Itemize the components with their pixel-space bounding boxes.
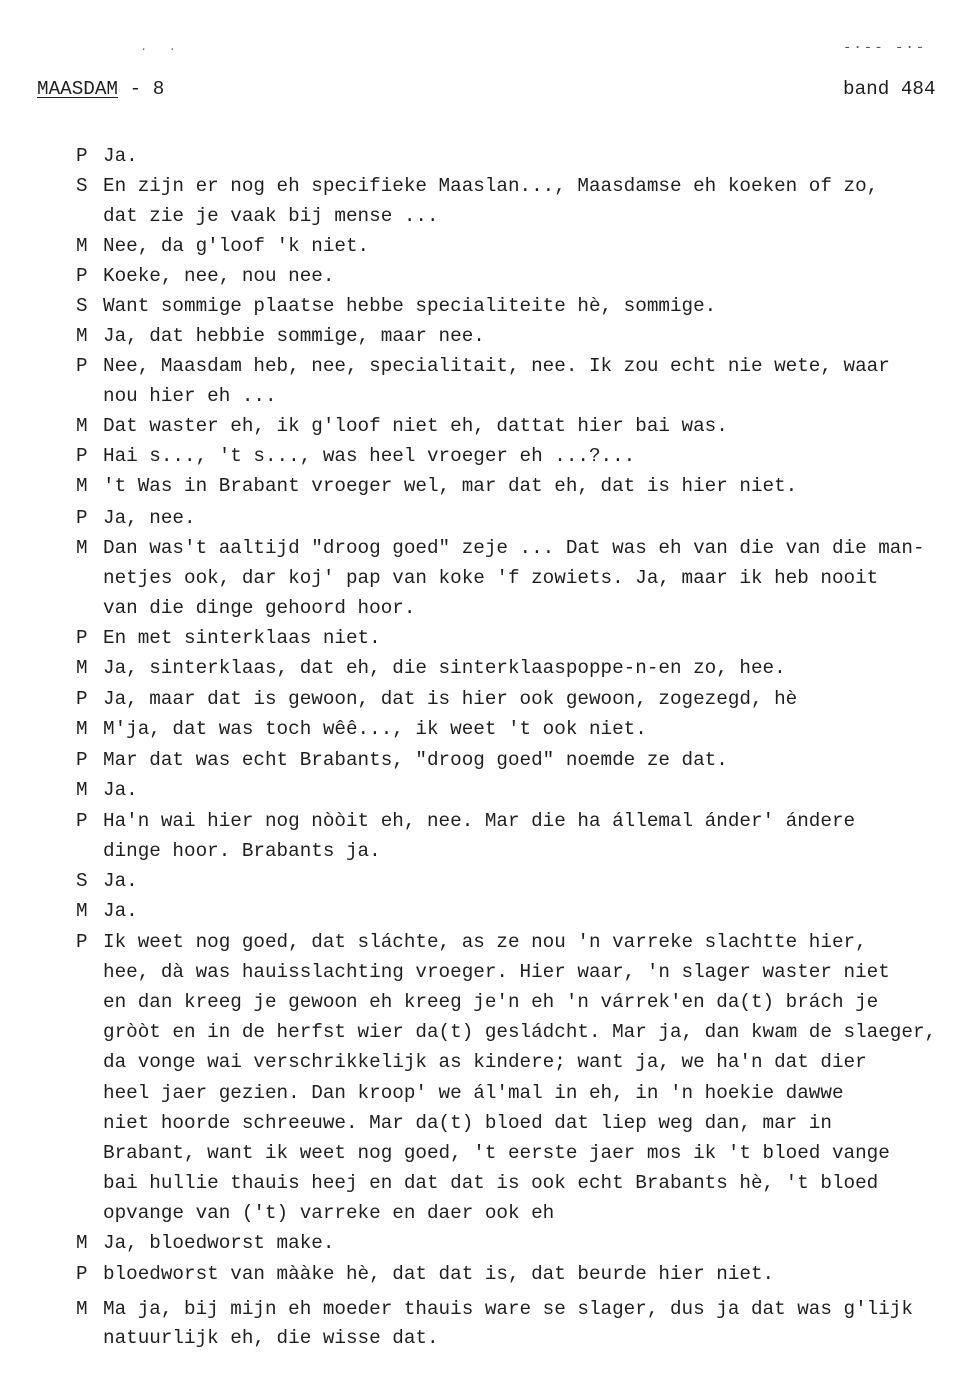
utterance-text: bai hullie thauis heej en dat dat is ook echt Brabants hè, 't bloed [103,1172,879,1194]
speaker-label: P [76,265,88,287]
speaker-label: P [76,810,88,832]
speaker-label: P [76,445,88,467]
speaker-label: M [76,1298,88,1320]
speaker-label: M [76,325,88,347]
utterance-text: bloedworst van mààke hè, dat dat is, dat beurde hier niet. [103,1263,775,1285]
speaker-label: M [76,235,88,257]
speaker-label: P [76,355,88,377]
speaker-label: M [76,475,88,497]
speaker-label: P [76,507,88,529]
utterance-text: Ja. [103,900,138,922]
utterance-text: Nee, Maasdam heb, nee, specialitait, nee. Ik zou echt nie wete, waar [103,355,890,377]
utterance-text: hee, dà was hauisslachting vroeger. Hier waar, 'n slager waster niet [103,961,890,983]
utterance-text: Ja. [103,779,138,801]
utterance-text: Ja. [103,145,138,167]
speaker-label: P [76,145,88,167]
utterance-text: M'ja, dat was toch wêê..., ik weet 't ook niet. [103,718,647,740]
speaker-label: P [76,688,88,710]
utterance-text: Dat waster eh, ik g'loof niet eh, dattat hier bai was. [103,415,728,437]
speaker-label: M [76,718,88,740]
speaker-label: P [76,931,88,953]
utterance-text: Hai s..., 't s..., was heel vroeger eh ...?... [103,445,636,467]
utterance-text: Koeke, nee, nou nee. [103,265,335,287]
utterance-text: Ja, dat hebbie sommige, maar nee. [103,325,485,347]
speaker-label: P [76,749,88,771]
utterance-text: Nee, da g'loof 'k niet. [103,235,370,257]
page-header-left [37,78,164,100]
speaker-label: M [76,779,88,801]
utterance-text: gròòt en in de herfst wier da(t) gesládcht. Mar ja, dan kwam de slaeger, [103,1021,937,1043]
utterance-text: Ja, bloedworst make. [103,1232,335,1254]
utterance-text: 't Was in Brabant vroeger wel, mar dat eh, dat is hier niet. [103,475,798,497]
speaker-label: M [76,1232,88,1254]
utterance-text: En zijn er nog eh specifieke Maaslan..., Maasdamse eh koeken of zo, [103,175,879,197]
scan-specks: . . [140,40,177,54]
utterance-text: Brabant, want ik weet nog goed, 't eerste jaer mos ik 't bloed vange [103,1142,890,1164]
utterance-text: Ma ja, bij mijn eh moeder thauis ware se slager, dus ja dat was g'lijk [103,1298,913,1320]
speaker-label: S [76,295,88,317]
utterance-text: Ja, maar dat is gewoon, dat is hier ook gewoon, zogezegd, hè [103,688,798,710]
utterance-text: Ja, nee. [103,507,196,529]
utterance-text: da vonge wai verschrikkelijk as kindere; want ja, we ha'n dat dier [103,1051,867,1073]
speaker-label: S [76,175,88,197]
top-right-mark: -·-- -·- [843,40,927,56]
speaker-label: S [76,870,88,892]
utterance-text: heel jaer gezien. Dan kroop' we ál'mal in eh, in 'n hoekie dawwe [103,1082,844,1104]
utterance-text: Ja. [103,870,138,892]
utterance-text: En met sinterklaas niet. [103,627,381,649]
speaker-label: M [76,415,88,437]
utterance-text: nou hier eh ... [103,385,277,407]
utterance-text: dinge hoor. Brabants ja. [103,840,381,862]
utterance-text: van die dinge gehoord hoor. [103,597,416,619]
utterance-text: niet hoorde schreeuwe. Mar da(t) bloed dat liep weg dan, mar in [103,1112,832,1134]
utterance-text: en dan kreeg je gewoon eh kreeg je'n eh 'n várrek'en da(t) brách je [103,991,879,1013]
speaker-label: M [76,900,88,922]
utterance-text: opvange van ('t) varreke en daer ook eh [103,1202,555,1224]
utterance-text: Ha'n wai hier nog nòòit eh, nee. Mar die ha állemal ánder' ándere [103,810,856,832]
speaker-label: P [76,627,88,649]
utterance-text: Ja, sinterklaas, dat eh, die sinterklaaspoppe-n-en zo, hee. [103,657,786,679]
utterance-text: dat zie je vaak bij mense ... [103,205,439,227]
utterance-text: natuurlijk eh, die wisse dat. [103,1327,439,1349]
utterance-text: Mar dat was echt Brabants, "droog goed" noemde ze dat. [103,749,728,771]
speaker-label: P [76,1263,88,1285]
utterance-text: Want sommige plaatse hebbe specialiteite hè, sommige. [103,295,717,317]
utterance-text: Ik weet nog goed, dat sláchte, as ze nou 'n varreke slachtte hier, [103,931,867,953]
speaker-label: M [76,657,88,679]
place-name: MAASDAM [37,78,118,100]
utterance-text: Dan was't aaltijd "droog goed" zeje ... Dat was eh van die van die man- [103,537,925,559]
tape-number: band 484 [843,78,936,100]
page-number: - 8 [118,78,165,100]
utterance-text: netjes ook, dar koj' pap van koke 'f zowiets. Ja, maar ik heb nooit [103,567,879,589]
speaker-label: M [76,537,88,559]
